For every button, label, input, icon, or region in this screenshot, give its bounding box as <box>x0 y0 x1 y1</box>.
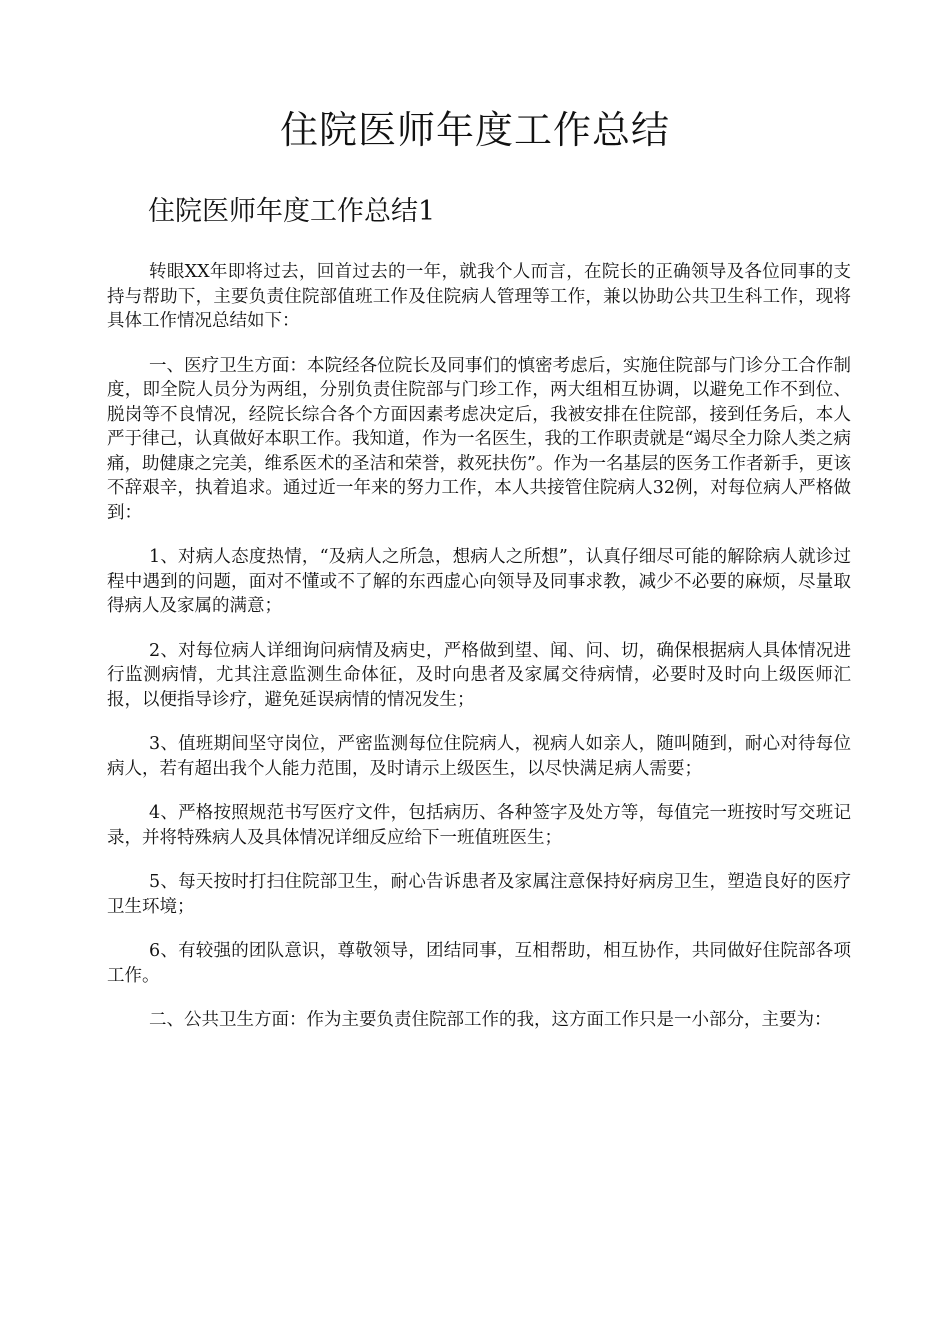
paragraph-item-5: 5、每天按时打扫住院部卫生，耐心告诉患者及家属注意保持好病房卫生，塑造良好的医疗卫生环境； <box>107 872 851 917</box>
paragraph-item-3: 3、值班期间坚守岗位，严密监测每位住院病人，视病人如亲人，随叫随到，耐心对待每位病人，若有超出我个人能力范围，及时请示上级医生，以尽快满足病人需要； <box>107 734 851 779</box>
paragraph-intro: 转眼XX年即将过去，回首过去的一年，就我个人而言，在院长的正确领导及各位同事的支持与帮助下，主要负责住院部值班工作及住院病人管理等工作，兼以协助公共卫生科工作，现将具体工作情况总结如下： <box>107 262 851 331</box>
paragraph-item-2: 2、对每位病人详细询问病情及病史，严格做到望、闻、问、切，确保根据病人具体情况进行监测病情，尤其注意监测生命体征，及时向患者及家属交待病情，必要时及时向上级医师汇报，以便指导诊疗，避免延误病情的情况发生； <box>107 640 851 710</box>
paragraph-public-health-section: 二、公共卫生方面：作为主要负责住院部工作的我，这方面工作只是一小部分，主要为： <box>149 1010 832 1030</box>
paragraph-item-4: 4、严格按照规范书写医疗文件，包括病历、各种签字及处方等，每值完一班按时写交班记录，并将特殊病人及具体情况详细反应给下一班值班医生； <box>107 803 851 848</box>
paragraph-item-6: 6、有较强的团队意识，尊敬领导，团结同事，互相帮助，相互协作，共同做好住院部各项工作。 <box>107 941 851 986</box>
paragraph-medical-section: 一、医疗卫生方面：本院经各位院长及同事们的慎密考虑后，实施住院部与门诊分工合作制度，即全院人员分为两组，分别负责住院部与门珍工作，两大组相互协调，以避免工作不到位、脱岗等不良情况，经院长综合各个方面因素考虑决定后，我被安排在住院部，接到任务后，本人严于律己，认真做好本职工作。我知道，作为一名医生，我的工作职责就是“竭尽全力除人类之病痛，助健康之完美，维系医术的圣洁和荣誉，救死扶伤”。作为一名基层的医务工作者新手，更该不辞艰辛，执着追求。通过近一年来的努力工作，本人共接管住院病人32例，对每位病人严格做到： <box>107 355 851 523</box>
document-body <box>107 260 851 1053</box>
document-title: 住院医师年度工作总结 <box>279 108 670 152</box>
section-title: 住院医师年度工作总结1 <box>148 196 436 227</box>
paragraph-item-1: 1、对病人态度热情，“及病人之所急，想病人之所想”，认真仔细尽可能的解除病人就诊过程中遇到的问题，面对不懂或不了解的东西虚心向领导及同事求教，减少不必要的麻烦，尽量取得病人及家属的满意； <box>107 547 851 616</box>
